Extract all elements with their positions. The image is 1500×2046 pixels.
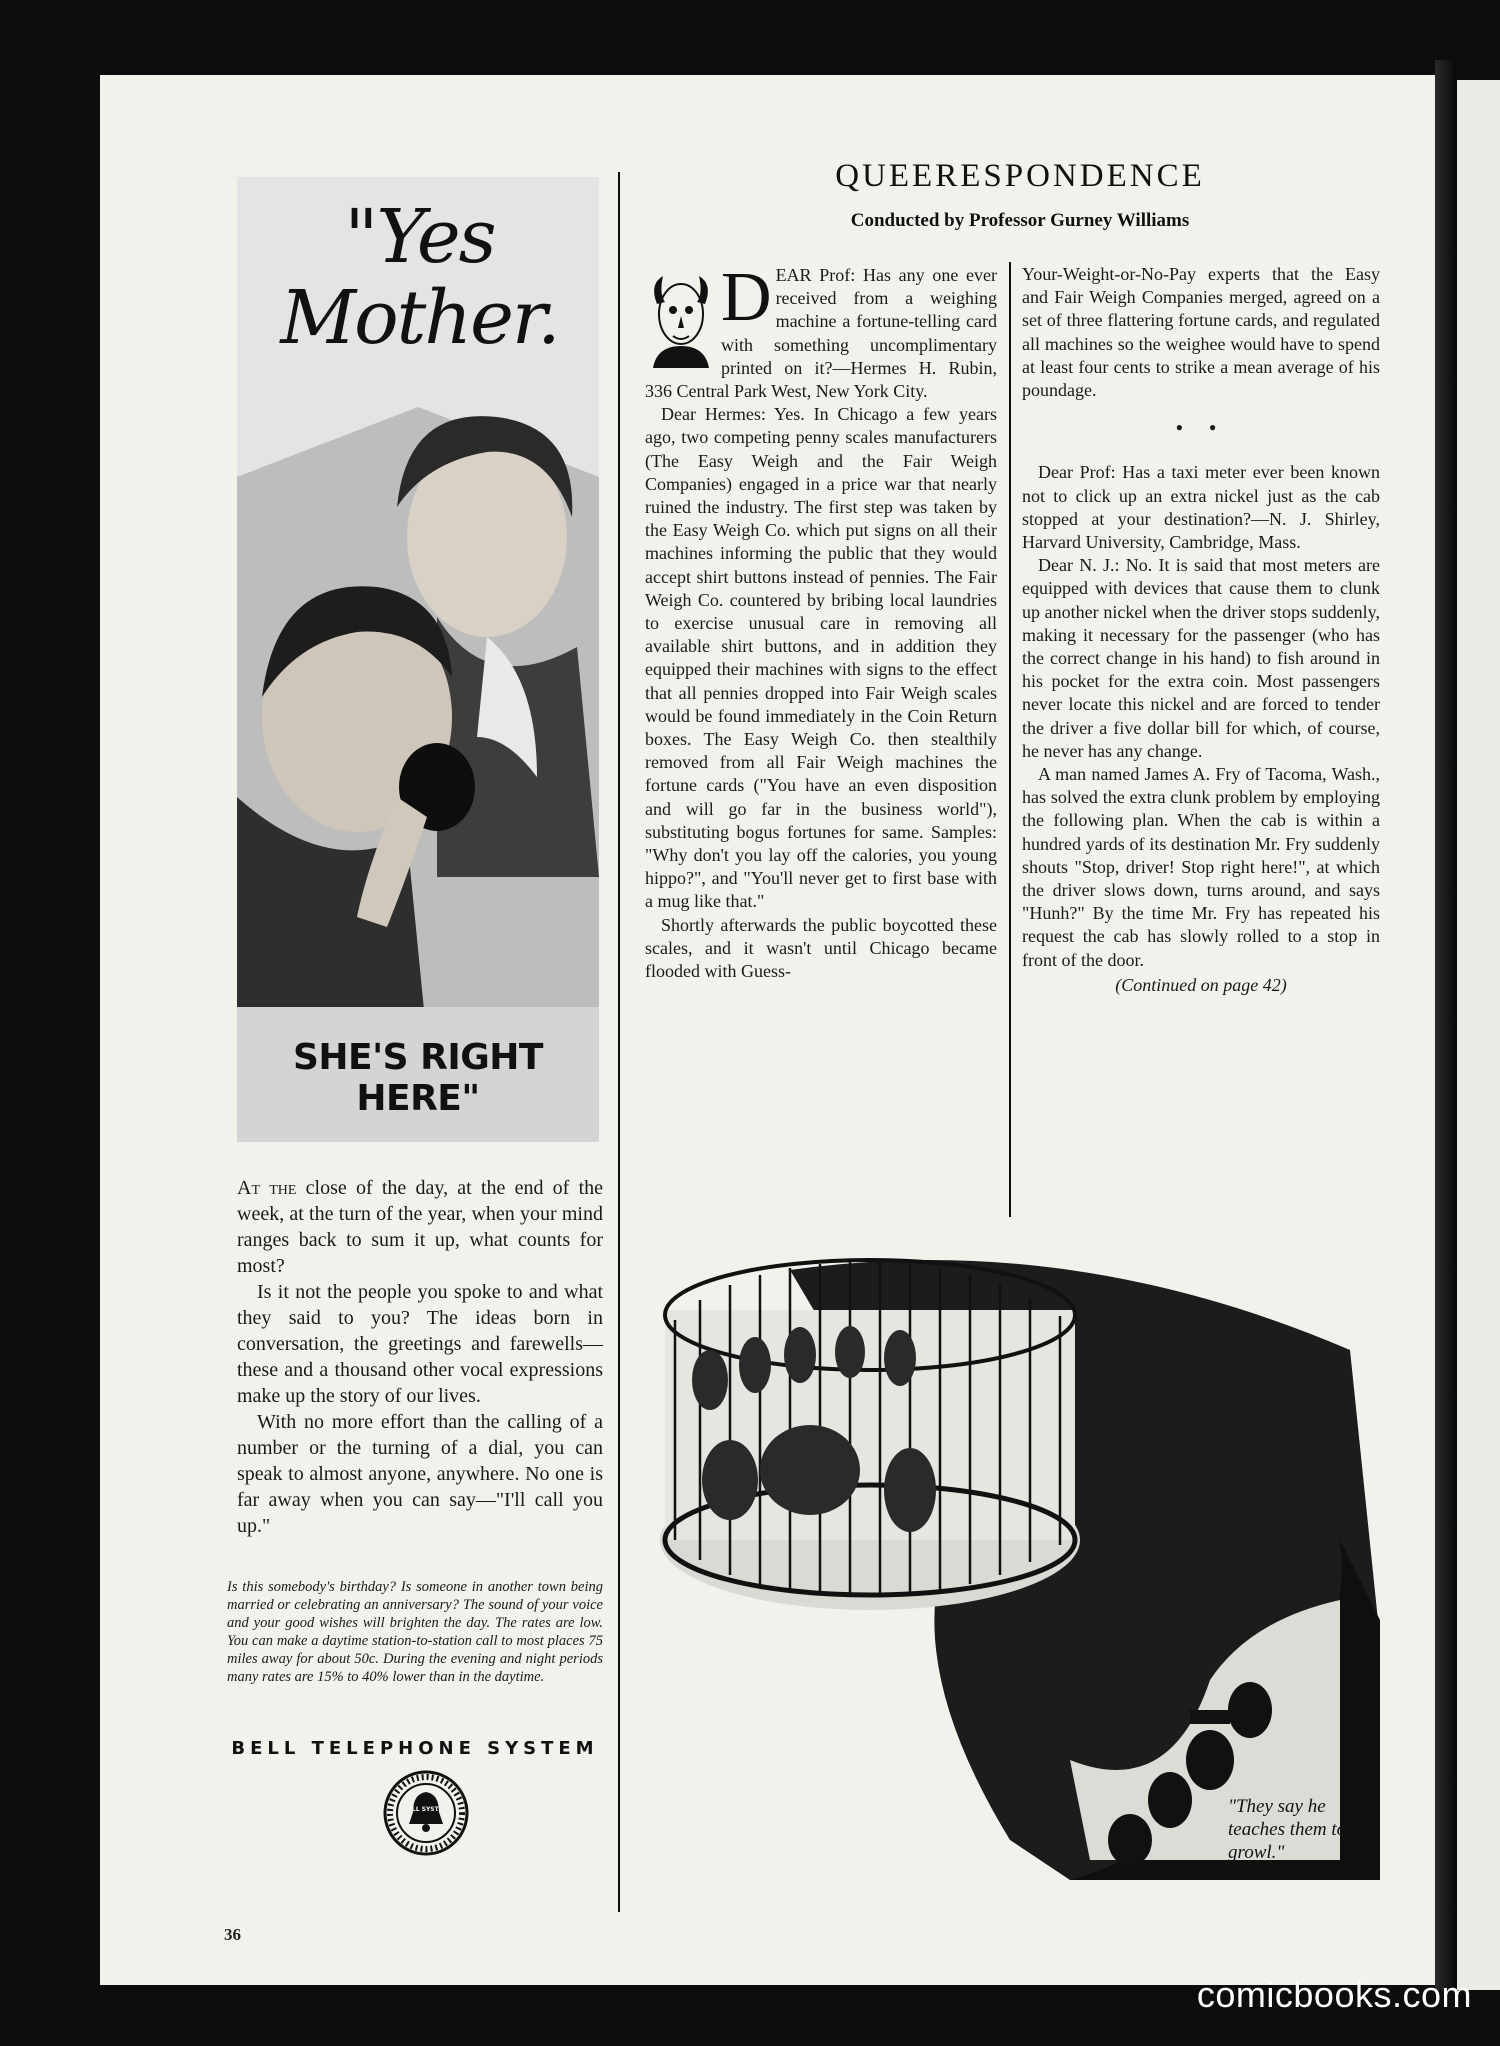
ad-body-copy	[237, 1175, 603, 1539]
bell-seal-label: BELL SYSTEM	[403, 1806, 449, 1813]
ad-paragraph: With no more effort than the calling of a number or the turning of a dial, you can speak to almost anyone, anywhere. No one is far away when you can say—"I'll call you up."	[237, 1411, 603, 1537]
ad-lead-words: At the	[237, 1177, 297, 1199]
ad-headline: "Yes Mother.	[280, 194, 559, 362]
continued-note: (Continued on page 42)	[1115, 974, 1287, 995]
facing-page-edge	[1457, 80, 1500, 1990]
ad-fine-print: Is this somebody's birthday? Is someone in another town being married or celebrating an anniversary? The sound of your voice and your good wishes will brighten the day. The rates are low. You can make a daytime station-to-station call to most places 75 miles away for about 50c. During the evening and night periods many rates are 15% to 40% lower than in the daytime.	[227, 1579, 603, 1685]
column-text-right	[1022, 263, 1380, 997]
answer-continuation: Your-Weight-or-No-Pay experts that the Easy and Fair Weigh Companies merged, agreed on a set of three flattering fortune cards, and regulated all machines so the weighee would have to spend at least four cents to strike a mean average of his poundage.	[1022, 264, 1380, 401]
page-spine	[1435, 60, 1457, 1990]
cartoon-caption: "They say he teaches them to growl."	[1228, 1796, 1347, 1863]
section-separator: • •	[1175, 415, 1227, 441]
page-number: 36	[224, 1925, 241, 1944]
professor-portrait-icon	[645, 264, 717, 368]
circus-cage-cartoon	[650, 1240, 1380, 1880]
drop-cap: D	[721, 259, 772, 336]
ad-signature: BELL TELEPHONE SYSTEM	[231, 1738, 599, 1759]
answer-paragraph: Dear Hermes: Yes. In Chicago a few years ago, two competing penny scales manufacturers (The Easy Weigh and the Fair Weigh Companies) engaged in a price war that nearly ruined the industry. The first step was taken by the Easy Weigh Co. which put signs on all their machines informing the public that they would accept shirt buttons instead of pennies. The Fair Weigh Co. countered by bribing local laundries to exercise unusual care in removing all available shirt buttons, and in addition they equipped their machines with signs to the effect that all pennies dropped into Fair Weigh scales would be found immediately in the Coin Return boxes. The Easy Weigh Co. then stealthily removed from all Fair Weigh machines the fortune cards ("You have an even disposition and will go far in the business world"), substituting bogus fortunes for same. Samples: "Why don't you lay off the calories, you young hippo?", and "You'll never get to first base with a mug like that."	[645, 404, 997, 912]
letter-paragraph: EAR Prof: Has any one ever received from a weighing machine a fortune-telling card with something uncomplimentary printed on it?—Hermes H. Rubin, 336 Central Park West, New York City.	[645, 265, 997, 402]
answer-paragraph: Dear N. J.: No. It is said that most meters are equipped with devices that cause them to clunk up another nickel when the driver stops suddenly, making it necessary for the passenger (who has the correct change in his hand) to fish around in his pocket for the extra coin. Most passengers never locate this nickel and are forced to tender the driver a five dollar bill for which, of course, he never has any change.	[1022, 555, 1380, 761]
column-divider	[618, 172, 620, 1912]
ad-paragraph	[237, 1175, 603, 1279]
bell-seal-icon	[383, 1770, 469, 1856]
column-divider	[1009, 262, 1011, 1217]
answer-paragraph: A man named James A. Fry of Tacoma, Wash., has solved the extra clunk problem by employing the following plan. When the cab is within a hundred yards of its destination Mr. Fry suddenly shouts "Stop, driver! Stop right here!", at which the driver slows down, turns around, and says "Hunh?" By the time Mr. Fry has repeated his request the cab has slowly rolled to a stop in front of the door.	[1022, 764, 1380, 970]
column-byline: Conducted by Professor Gurney Williams	[850, 210, 1190, 231]
answer-paragraph: Shortly afterwards the public boycotted these scales, and it wasn't until Chicago became flooded with Guess-	[645, 914, 997, 982]
watermark: comicbooks.com	[1196, 1974, 1472, 2015]
ad-paragraph-text: close of the day, at the end of the week, at the turn of the year, when your mind ranges back to sum it up, what counts for most?	[237, 1177, 603, 1277]
ad-photo	[237, 177, 599, 1142]
column-title: QUEERESPONDENCE	[835, 158, 1205, 194]
ad-tagline: SHE'S RIGHT HERE"	[293, 1037, 543, 1119]
column-text-left	[645, 259, 997, 983]
letter-paragraph: Dear Prof: Has a taxi meter ever been known not to click up an extra nickel just as the cab stopped at your destination?—N. J. Shirley, Harvard University, Cambridge, Mass.	[1022, 462, 1380, 553]
ad-paragraph: Is it not the people you spoke to and what they said to you? The ideas born in conversation, the greetings and farewells—these and a thousand other vocal expressions make up the story of our lives.	[237, 1281, 603, 1407]
